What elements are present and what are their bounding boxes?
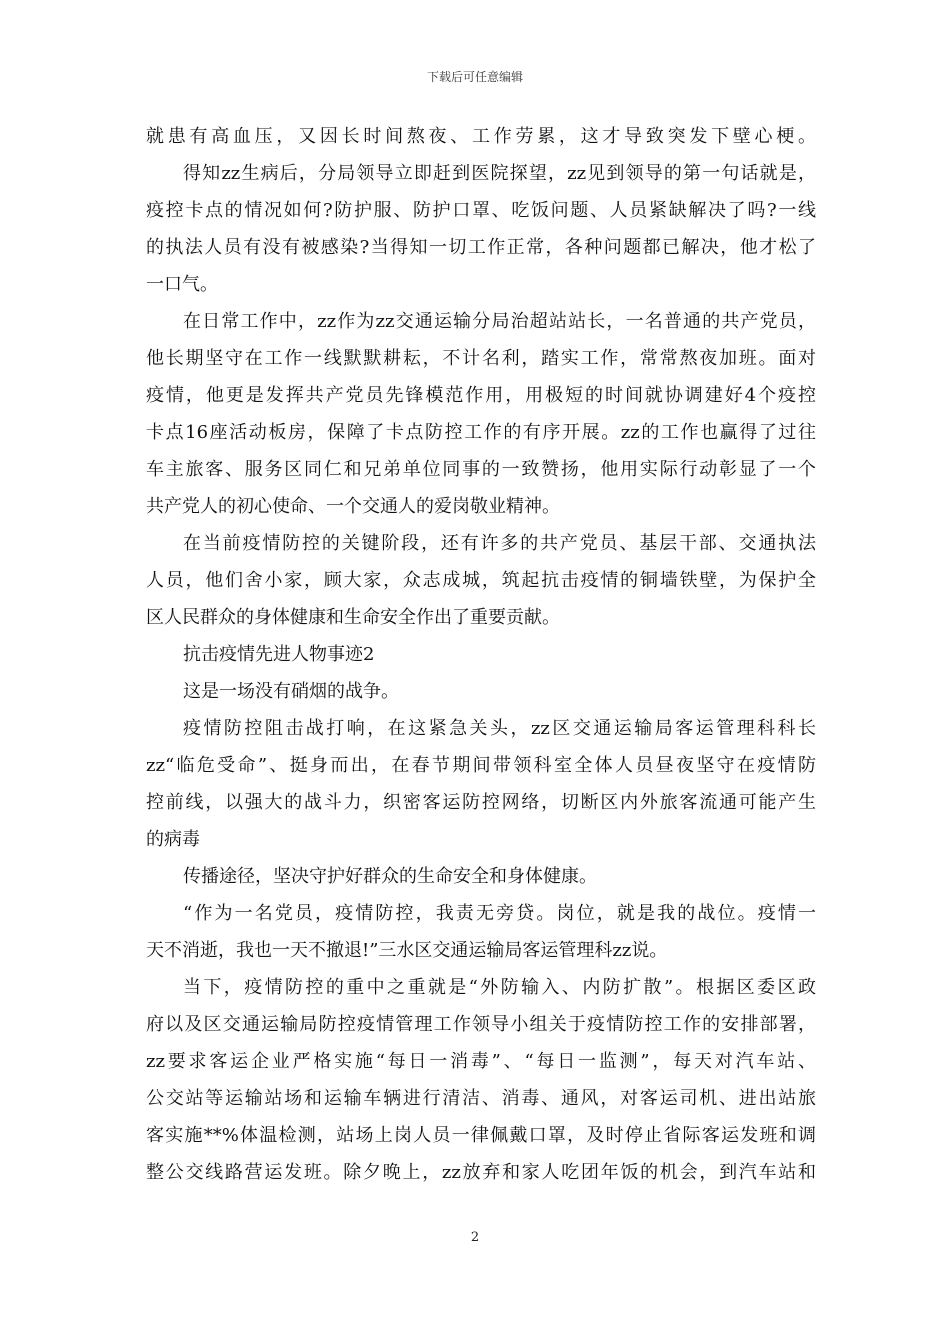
text-line: “作为一名党员，疫情防控，我责无旁贷。岗位，就是我的战位。疫情一 xyxy=(183,903,816,924)
text-line: 客实施**%体温检测，站场上岗人员一律佩戴口罩，及时停止省际客运发班和调 xyxy=(146,1125,816,1146)
document-body xyxy=(146,118,816,1191)
text-line: 在当前疫情防控的关键阶段，还有许多的共产党员、基层干部、交通执法 xyxy=(183,533,816,554)
text-line: 这是一场没有硝烟的战争。 xyxy=(183,681,399,702)
text-line: 车主旅客、服务区同仁和兄弟单位同事的一致赞扬，他用实际行动彰显了一个 xyxy=(146,459,816,480)
text-line: zz要求客运企业严格实施“每日一消毒”、“每日一监测”，每天对汽车站、 xyxy=(146,1051,816,1072)
text-line: 得知zz生病后，分局领导立即赶到医院探望，zz见到领导的第一句话就是， xyxy=(183,163,816,184)
text-line: 控前线，以强大的战斗力，织密客运防控网络，切断区内外旅客流通可能产生 xyxy=(146,792,816,813)
text-line: 在日常工作中，zz作为zz交通运输分局治超站站长，一名普通的共产党员， xyxy=(183,311,816,332)
text-line: zz“临危受命”、挺身而出，在春节期间带领科室全体人员昼夜坚守在疫情防 xyxy=(146,755,816,776)
text-line: 共产党人的初心使命、一个交通人的爱岗敬业精神。 xyxy=(146,496,560,517)
text-line: 一口气。 xyxy=(146,274,218,295)
text-line: 传播途径，坚决守护好群众的生命安全和身体健康。 xyxy=(183,866,597,887)
text-line: 他长期坚守在工作一线默默耕耘，不计名利，踏实工作，常常熬夜加班。面对 xyxy=(146,348,816,369)
text-line: 疫情，他更是发挥共产党员先锋模范作用，用极短的时间就协调建好4个疫控 xyxy=(146,385,816,406)
text-line: 当下，疫情防控的重中之重就是“外防输入、内防扩散”。根据区委区政 xyxy=(183,977,816,998)
text-line: 疫情防控阻击战打响，在这紧急关头，zz区交通运输局客运管理科科长 xyxy=(183,718,816,739)
text-line: 卡点16座活动板房，保障了卡点防控工作的有序开展。zz的工作也赢得了过往 xyxy=(146,422,816,443)
section-heading: 抗击疫情先进人物事迹2 xyxy=(183,644,375,665)
text-line: 公交站等运输站场和运输车辆进行清洁、消毒、通风，对客运司机、进出站旅 xyxy=(146,1088,816,1109)
text-line: 的执法人员有没有被感染?当得知一切工作正常，各种问题都已解决，他才松了 xyxy=(146,237,816,258)
page-number: 2 xyxy=(470,1230,480,1245)
page-header: 下载后可任意编辑 xyxy=(426,70,523,84)
text-line: 区人民群众的身体健康和生命安全作出了重要贡献。 xyxy=(146,607,560,628)
text-line: 就患有高血压，又因长时间熬夜、工作劳累，这才导致突发下壁心梗。 xyxy=(146,126,816,147)
text-line: 的病毒 xyxy=(146,829,200,850)
text-line: 府以及区交通运输局防控疫情管理工作领导小组关于疫情防控工作的安排部署， xyxy=(146,1014,816,1035)
text-line: 人员，他们舍小家，顾大家，众志成城，筑起抗击疫情的铜墙铁壁，为保护全 xyxy=(146,570,816,591)
text-line: 疫控卡点的情况如何?防护服、防护口罩、吃饭问题、人员紧缺解决了吗?一线 xyxy=(146,200,816,221)
text-line: 天不消逝，我也一天不撤退!”三水区交通运输局客运管理科zz说。 xyxy=(146,940,668,961)
text-line: 整公交线路营运发班。除夕晚上，zz放弃和家人吃团年饭的机会，到汽车站和 xyxy=(146,1162,816,1183)
